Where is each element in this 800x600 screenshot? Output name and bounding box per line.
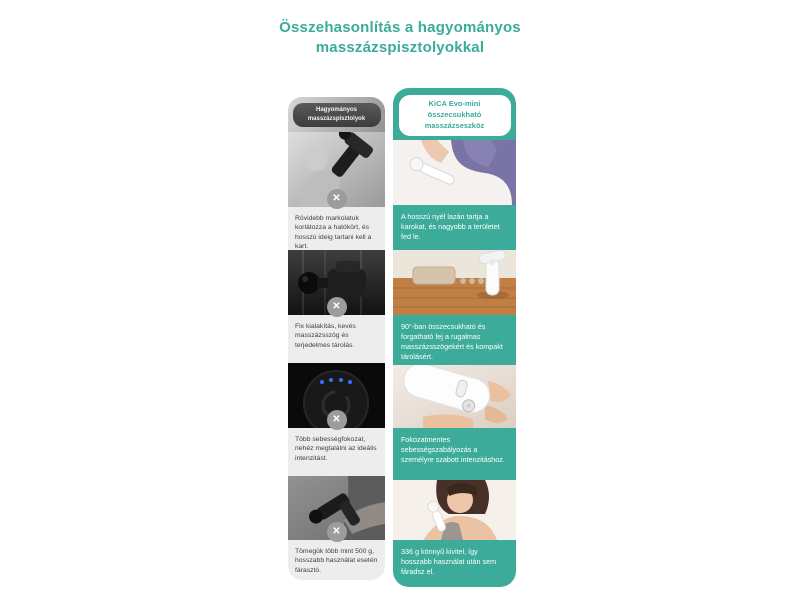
device-on-neck-photo — [393, 480, 516, 540]
kica-photo-folded — [393, 250, 516, 315]
traditional-header-pill: Hagyományos masszázspisztolyok — [293, 103, 381, 127]
kica-caption-3: Fokozatmentes sebességszabályozás a személyre szabott intenzitáshoz. — [401, 435, 505, 465]
device-folded-on-table-photo — [393, 250, 516, 315]
device-dial-hand-photo — [393, 365, 516, 428]
x-icon — [327, 297, 347, 317]
traditional-caption-1: Rövidebb markolatuk korlátozza a hatókört, és hosszú ideig tartani kell a kart. — [295, 215, 372, 251]
device-on-hip-photo — [393, 140, 516, 205]
kica-column — [393, 88, 516, 587]
kica-photo-dial — [393, 365, 516, 428]
traditional-caption-2: Fix kialakítás, kevés masszázsszög és terjedelmes tárolás. — [295, 323, 356, 349]
kica-caption-2: 90°-ban összecsukható és forgatható fej a rugalmas masszázsszögekért és kompakt tárolásért. — [401, 322, 503, 362]
kica-photo-neck — [393, 480, 516, 540]
page-title: Összehasonlítás a hagyományos masszázspisztolyokkal — [279, 19, 521, 57]
x-glyph: ✕ — [332, 301, 341, 312]
kica-header-pill: KiCA Evo-mini összecsukható masszázseszköz — [399, 95, 511, 136]
traditional-photo-panel — [288, 363, 385, 428]
x-glyph: ✕ — [332, 526, 341, 537]
kica-photo-hip — [393, 140, 516, 205]
kica-caption-1: A hosszú nyél lazán tartja a karokat, és nagyobb a területet fed le. — [401, 212, 500, 242]
traditional-column — [288, 97, 385, 580]
x-icon — [327, 189, 347, 209]
traditional-caption-3: Több sebességfokozat, nehéz megtalálni az ideális intenzitást. — [295, 436, 377, 462]
x-glyph: ✕ — [332, 414, 341, 425]
traditional-caption-4: Tömegük több mint 500 g, hosszabb használat esetén fárasztó. — [295, 548, 378, 574]
traditional-photo-shoulder — [288, 132, 385, 207]
traditional-header — [288, 97, 385, 132]
kica-header — [393, 88, 516, 140]
traditional-photo-head — [288, 250, 385, 315]
traditional-photo-holding — [288, 476, 385, 540]
x-icon — [327, 410, 347, 430]
kica-caption-4: 336 g könnyű kivitel, így hosszabb használat után sem fáradsz el. — [401, 547, 497, 577]
x-glyph: ✕ — [332, 193, 341, 204]
x-icon — [327, 522, 347, 542]
